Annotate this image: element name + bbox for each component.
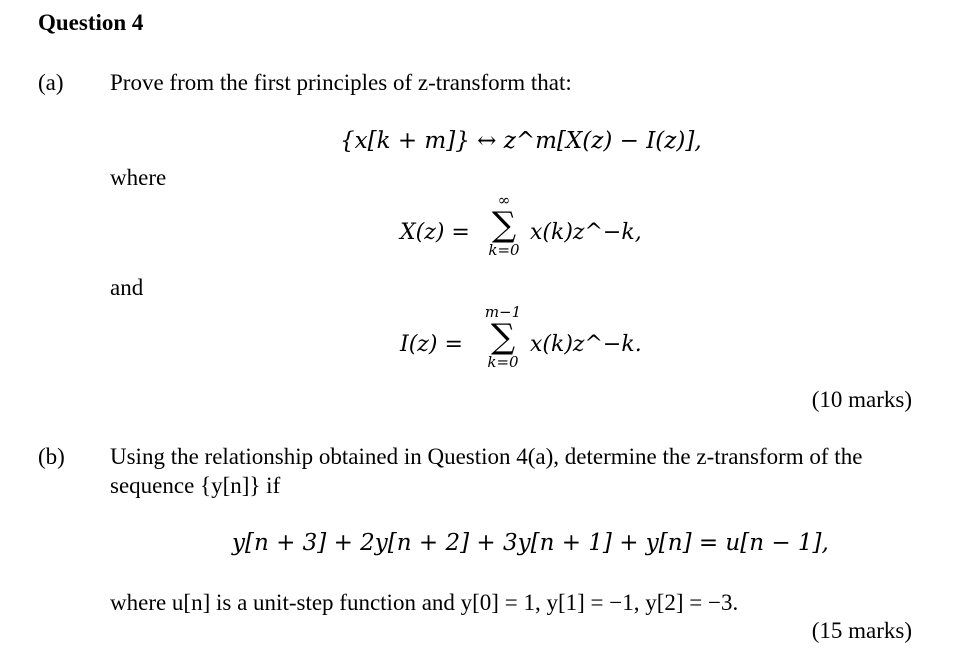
question-title: Question 4 bbox=[38, 10, 144, 35]
x-z-lower-limit: k=0 bbox=[488, 241, 520, 259]
x-z-summation bbox=[482, 192, 526, 258]
sigma-icon: ∑ bbox=[491, 205, 517, 245]
part-b-label: (b) bbox=[38, 444, 65, 469]
i-z-summation bbox=[480, 304, 526, 370]
x-z-rhs: x(k)z^−k, bbox=[530, 220, 642, 245]
sigma-icon: ∑ bbox=[490, 317, 516, 357]
where-label-a: where bbox=[110, 165, 167, 190]
i-z-lower-limit: k=0 bbox=[487, 353, 519, 371]
part-b-prompt-line2: sequence {y[n]} if bbox=[110, 473, 281, 498]
part-a-label: (a) bbox=[38, 70, 64, 95]
part-b-prompt-line1: Using the relationship obtained in Question 4(a), determine the z-transform of the bbox=[110, 444, 863, 469]
and-label: and bbox=[110, 275, 144, 300]
i-z-upper-limit: m−1 bbox=[484, 303, 522, 321]
x-z-upper-limit: ∞ bbox=[497, 191, 511, 209]
x-z-lhs: X(z) = bbox=[400, 220, 470, 245]
i-z-rhs: x(k)z^−k. bbox=[530, 332, 642, 357]
part-a-prompt: Prove from the first principles of z-transform that: bbox=[110, 70, 572, 95]
part-b-marks: (15 marks) bbox=[811, 618, 912, 643]
part-b-where-text: where u[n] is a unit-step function and y[0] = 1, y[1] = −1, y[2] = −3. bbox=[110, 590, 739, 615]
difference-equation: y[n + 3] + 2y[n + 2] + 3y[n + 1] + y[n] = u[n − 1], bbox=[232, 530, 829, 556]
main-equation: {x[k + m]} ↔ z^m[X(z) − I(z)], bbox=[340, 128, 702, 154]
i-z-lhs: I(z) = bbox=[400, 332, 463, 357]
part-a-marks: (10 marks) bbox=[811, 387, 912, 412]
